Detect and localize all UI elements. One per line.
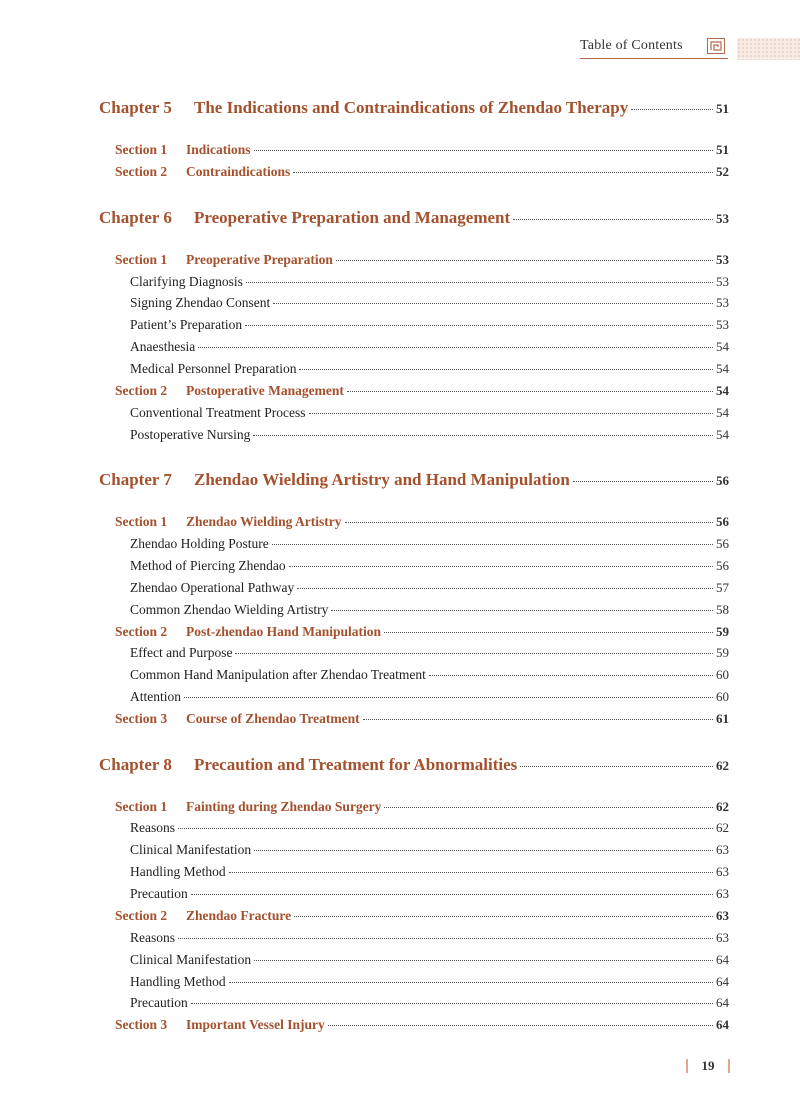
dot-leader <box>336 260 713 261</box>
dot-leader <box>254 960 713 961</box>
toc-entry-title: Patient’s Preparation <box>130 317 243 332</box>
toc-item-entry[interactable] <box>130 295 729 311</box>
toc-section-entry[interactable] <box>115 908 729 924</box>
dot-leader <box>345 522 713 523</box>
toc-entry-title: Preoperative Preparation <box>186 252 333 267</box>
toc-entry-title: Precaution <box>130 886 188 901</box>
toc-page-number: 62 <box>716 820 729 835</box>
dot-leader <box>309 413 714 414</box>
toc-page-number: 58 <box>716 602 729 617</box>
dot-leader <box>328 1025 713 1026</box>
toc-page-number: 53 <box>716 317 729 332</box>
page-number: 19 <box>701 1058 715 1073</box>
toc-entry-label <box>130 995 188 1011</box>
dot-leader <box>246 282 713 283</box>
toc-entry-label <box>115 383 344 399</box>
toc-item-entry[interactable] <box>130 952 729 968</box>
dot-leader <box>294 916 713 917</box>
dot-leader <box>178 828 713 829</box>
toc-entry-title: Attention <box>130 689 181 704</box>
toc-item-entry[interactable] <box>130 645 729 661</box>
toc-entry-title: Zhendao Wielding Artistry and Hand Manipulation <box>194 470 570 489</box>
toc-page-number: 56 <box>716 514 729 529</box>
toc-entry-title: Postoperative Management <box>186 383 344 398</box>
toc-entry-number: Section 1 <box>115 142 168 157</box>
toc-entry-title: Fainting during Zhendao Surgery <box>186 799 382 814</box>
toc-page-number: 64 <box>716 995 729 1010</box>
toc-page-number: 63 <box>716 886 729 901</box>
toc-entry-label <box>130 558 286 574</box>
dot-leader <box>384 632 713 633</box>
toc-entry-title: Reasons <box>130 820 175 835</box>
toc-item-entry[interactable] <box>130 864 729 880</box>
toc-entry-number: Chapter 8 <box>99 755 172 774</box>
toc-page-number: 59 <box>716 624 729 639</box>
dot-leader <box>273 303 713 304</box>
toc-section-entry[interactable] <box>115 624 729 640</box>
toc-page-number: 56 <box>716 536 729 551</box>
toc-entry-label <box>130 361 296 377</box>
dot-leader <box>297 588 713 589</box>
toc-item-entry[interactable] <box>130 995 729 1011</box>
toc-entry-label <box>99 755 517 775</box>
toc-entry-label <box>99 98 628 118</box>
toc-entry-number: Section 2 <box>115 624 168 639</box>
toc-entry-label <box>115 624 381 640</box>
toc-item-entry[interactable] <box>130 317 729 333</box>
toc-entry-title: Handling Method <box>130 864 226 879</box>
toc-entry-label <box>130 974 226 990</box>
header-title: Table of Contents <box>580 38 683 53</box>
toc-section-entry[interactable] <box>115 711 729 727</box>
toc-page-number: 64 <box>716 952 729 967</box>
toc-item-entry[interactable] <box>130 930 729 946</box>
toc-page-number: 51 <box>716 101 729 116</box>
dot-leader <box>254 150 713 151</box>
toc-entry-label <box>130 536 269 552</box>
toc-entry-title: Post-zhendao Hand Manipulation <box>186 624 382 639</box>
toc-entry-label <box>130 602 328 618</box>
toc-page-number: 60 <box>716 689 729 704</box>
toc-entry-title: Important Vessel Injury <box>186 1017 325 1032</box>
toc-entry-label <box>115 142 251 158</box>
toc-page-number: 63 <box>716 930 729 945</box>
toc-entry-label <box>115 514 342 530</box>
toc-page-number: 62 <box>716 758 729 773</box>
toc-page-number: 56 <box>716 558 729 573</box>
toc-entry-number: Section 1 <box>115 514 168 529</box>
toc-page-number: 59 <box>716 645 729 660</box>
dot-leader <box>229 872 713 873</box>
toc-item-entry[interactable] <box>130 274 729 290</box>
toc-entry-title: Zhendao Fracture <box>186 908 292 923</box>
toc-entry-label <box>130 274 243 290</box>
toc-entry-label <box>115 164 290 180</box>
toc-item-entry[interactable] <box>130 667 729 683</box>
toc-page-number: 63 <box>716 842 729 857</box>
toc-chapter-entry[interactable] <box>99 470 729 490</box>
toc-item-entry[interactable] <box>130 580 729 596</box>
toc-entry-title: Indications <box>186 142 251 157</box>
dot-leader <box>198 347 713 348</box>
toc-page-number: 53 <box>716 295 729 310</box>
dot-leader <box>429 675 713 676</box>
toc-entry-title: Common Zhendao Wielding Artistry <box>130 602 329 617</box>
dot-leader <box>191 1003 713 1004</box>
toc-entry-title: Zhendao Operational Pathway <box>130 580 295 595</box>
toc-entry-label <box>130 295 270 311</box>
toc-entry-title: Reasons <box>130 930 175 945</box>
toc-item-entry[interactable] <box>130 689 729 705</box>
dot-leader <box>184 697 713 698</box>
toc-entry-title: Zhendao Holding Posture <box>130 536 269 551</box>
toc-entry-label <box>130 930 175 946</box>
dot-leader <box>178 938 713 939</box>
dot-leader <box>347 391 713 392</box>
dot-leader <box>289 566 713 567</box>
toc-entry-number: Chapter 6 <box>99 208 172 227</box>
dot-leader <box>299 369 713 370</box>
toc-entry-label <box>130 667 426 683</box>
toc-entry-title: Anaesthesia <box>130 339 196 354</box>
toc-section-entry[interactable] <box>115 252 729 268</box>
toc-item-entry[interactable] <box>130 974 729 990</box>
toc-entry-title: Precaution <box>130 995 188 1010</box>
toc-entry-label <box>115 252 333 268</box>
toc-entry-title: Course of Zhendao Treatment <box>186 711 360 726</box>
dot-leader <box>254 850 713 851</box>
toc-entry-title: Effect and Purpose <box>130 645 233 660</box>
toc-page-number: 57 <box>716 580 729 595</box>
toc-item-entry[interactable] <box>130 602 729 618</box>
toc-entry-title: Medical Personnel Preparation <box>130 361 297 376</box>
toc-item-entry[interactable] <box>130 820 729 836</box>
toc-entry-title: Zhendao Wielding Artistry <box>186 514 342 529</box>
toc-page-number: 63 <box>716 908 729 923</box>
toc-entry-label <box>115 908 291 924</box>
footer-bar-right <box>728 1059 730 1073</box>
toc-entry-title: The Indications and Contraindications of Zhendao Therapy <box>194 98 629 117</box>
toc-entry-title: Clinical Manifestation <box>130 952 252 967</box>
toc-page-number: 53 <box>716 252 729 267</box>
toc-entry-label <box>130 864 226 880</box>
toc-section-entry[interactable] <box>115 383 729 399</box>
page-footer <box>686 1059 730 1073</box>
dot-leader <box>573 481 713 482</box>
dot-leader <box>272 544 713 545</box>
toc-entry-title: Method of Piercing Zhendao <box>130 558 286 573</box>
toc-chapter-entry[interactable] <box>99 208 729 228</box>
toc-chapter-entry[interactable] <box>99 98 729 118</box>
toc-item-entry[interactable] <box>130 886 729 902</box>
toc-entry-label <box>115 1017 325 1033</box>
toc-entry-title: Common Hand Manipulation after Zhendao Treatment <box>130 667 426 682</box>
toc-page-number: 64 <box>716 974 729 989</box>
toc-entry-number: Chapter 7 <box>99 470 172 489</box>
toc-section-entry[interactable] <box>115 164 729 180</box>
toc-page-number: 54 <box>716 383 729 398</box>
toc-page-number: 52 <box>716 164 729 179</box>
dot-leader <box>229 982 713 983</box>
toc-entry-title: Clarifying Diagnosis <box>130 274 243 289</box>
toc-entry-number: Section 1 <box>115 252 168 267</box>
toc-entry-label <box>130 405 306 421</box>
toc-entry-title: Handling Method <box>130 974 226 989</box>
toc-entry-title: Clinical Manifestation <box>130 842 252 857</box>
toc-page-number: 64 <box>716 1017 729 1032</box>
dot-leader <box>363 719 713 720</box>
toc-page-number: 53 <box>716 211 729 226</box>
dot-leader <box>245 325 713 326</box>
toc-entry-number: Section 2 <box>115 164 168 179</box>
toc-entry-label <box>99 470 570 490</box>
toc-page-number: 54 <box>716 427 729 442</box>
toc-entry-label <box>130 317 242 333</box>
toc-item-entry[interactable] <box>130 427 729 443</box>
toc-entry-number: Chapter 5 <box>99 98 172 117</box>
toc-page-number: 54 <box>716 339 729 354</box>
toc-entry-title: Conventional Treatment Process <box>130 405 306 420</box>
toc-page-number: 63 <box>716 864 729 879</box>
toc-item-entry[interactable] <box>130 558 729 574</box>
toc-entry-title: Preoperative Preparation and Management <box>194 208 511 227</box>
toc-page-number: 61 <box>716 711 729 726</box>
toc-page-number: 56 <box>716 473 729 488</box>
toc-entry-number: Section 2 <box>115 383 168 398</box>
toc-section-entry[interactable] <box>115 142 729 158</box>
toc-entry-title: Precaution and Treatment for Abnormalities <box>194 755 518 774</box>
toc-page-number: 62 <box>716 799 729 814</box>
toc-section-entry[interactable] <box>115 514 729 530</box>
toc-entry-number: Section 3 <box>115 711 168 726</box>
toc-entry-title: Contraindications <box>186 164 291 179</box>
toc-entry-label <box>115 799 381 815</box>
dot-leader <box>191 894 713 895</box>
toc-section-entry[interactable] <box>115 1017 729 1033</box>
dot-leader <box>520 766 713 767</box>
toc-entry-label <box>99 208 510 228</box>
dot-leader <box>235 653 713 654</box>
toc-entry-label <box>130 427 250 443</box>
toc-item-entry[interactable] <box>130 536 729 552</box>
toc-section-entry[interactable] <box>115 799 729 815</box>
toc-entry-number: Section 2 <box>115 908 168 923</box>
toc-entry-label <box>115 711 360 727</box>
toc-entry-label <box>130 339 195 355</box>
toc-entry-label <box>130 689 181 705</box>
dot-leader <box>631 109 713 110</box>
toc-item-entry[interactable] <box>130 339 729 355</box>
toc-page-number: 54 <box>716 405 729 420</box>
toc-entry-number: Section 1 <box>115 799 168 814</box>
dot-leader <box>331 610 713 611</box>
toc-entry-number: Section 3 <box>115 1017 168 1032</box>
toc-entry-label <box>130 645 232 661</box>
toc-item-entry[interactable] <box>130 405 729 421</box>
toc-item-entry[interactable] <box>130 361 729 377</box>
toc-entry-label <box>130 842 251 858</box>
toc-item-entry[interactable] <box>130 842 729 858</box>
toc-page-number: 53 <box>716 274 729 289</box>
toc-entry-title: Signing Zhendao Consent <box>130 295 271 310</box>
dot-leader <box>293 172 713 173</box>
toc-page-number: 60 <box>716 667 729 682</box>
toc-entry-label <box>130 820 175 836</box>
toc-page-number: 51 <box>716 142 729 157</box>
toc-entry-label <box>130 580 294 596</box>
toc-chapter-entry[interactable] <box>99 755 729 775</box>
toc-page-number: 54 <box>716 361 729 376</box>
toc-entry-title: Postoperative Nursing <box>130 427 251 442</box>
dot-leader <box>253 435 713 436</box>
toc-entry-label <box>130 952 251 968</box>
dot-leader <box>513 219 713 220</box>
dot-leader <box>384 807 713 808</box>
toc-entry-label <box>130 886 188 902</box>
